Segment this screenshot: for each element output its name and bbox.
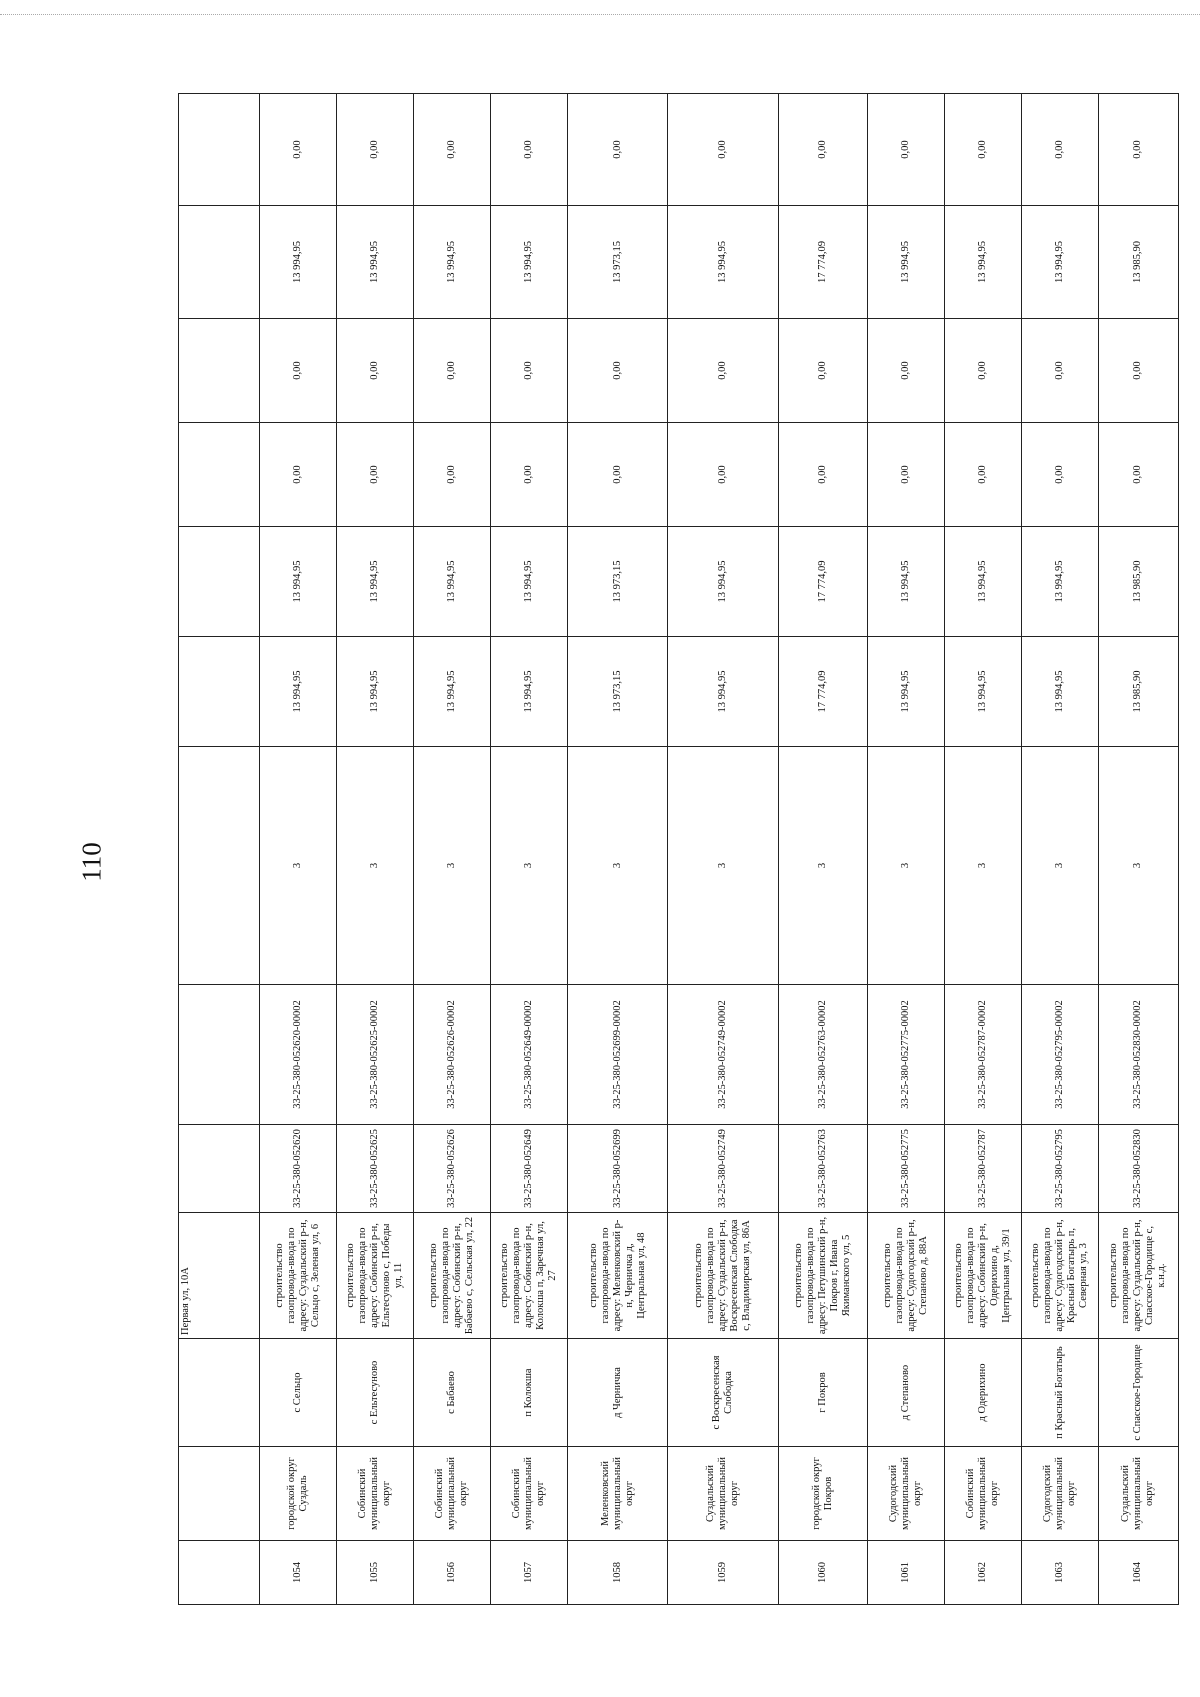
- header-cell-amount-due: [179, 206, 260, 319]
- cell-settlement: с Бабаево: [414, 1339, 491, 1447]
- cell-settlement: д Черничка: [568, 1339, 668, 1447]
- table-row: [491, 94, 568, 1605]
- header-cell-amount-b: [179, 319, 260, 423]
- cell-description: строительство газопровода-ввода по адресу: Петушинский р-н, Покров г, Ивана Якиманского ул, 5: [778, 1213, 867, 1339]
- cell-amount-planned: 13 973,15: [568, 527, 668, 637]
- cell-cadastral-number: 33-25-380-052787: [944, 1125, 1021, 1213]
- cell-district: Судогодский муниципальный округ: [867, 1447, 944, 1541]
- cell-amount-a: 0,00: [337, 423, 414, 527]
- cell-row-number: 1060: [778, 1541, 867, 1605]
- cell-amount-due: 17 774,09: [778, 206, 867, 319]
- cell-settlement: с Спасское-Городище: [1098, 1339, 1178, 1447]
- cell-amount-a: 0,00: [491, 423, 568, 527]
- cell-quantity: 3: [337, 747, 414, 985]
- cell-row-number: 1059: [668, 1541, 779, 1605]
- cell-amount-balance: 0,00: [491, 94, 568, 206]
- cell-amount-due: 13 973,15: [568, 206, 668, 319]
- cell-object-id: 33-25-380-052625-00002: [337, 985, 414, 1125]
- cell-amount-total: 13 994,95: [668, 637, 779, 747]
- cell-description: строительство газопровода-ввода по адресу: Суздальский р-н, Сельцо с, Зеленая ул, 6: [260, 1213, 337, 1339]
- cell-district: Собинский муниципальный округ: [337, 1447, 414, 1541]
- header-cell-amount-a: [179, 423, 260, 527]
- cell-amount-total: 13 994,95: [944, 637, 1021, 747]
- cell-row-number: 1054: [260, 1541, 337, 1605]
- cell-district: Меленковский муниципальный округ: [568, 1447, 668, 1541]
- table-row: [1021, 94, 1098, 1605]
- cell-amount-due: 13 994,95: [260, 206, 337, 319]
- cell-cadastral-number: 33-25-380-052649: [491, 1125, 568, 1213]
- cell-object-id: 33-25-380-052787-00002: [944, 985, 1021, 1125]
- cell-amount-balance: 0,00: [568, 94, 668, 206]
- cell-description: строительство газопровода-ввода по адресу: Меленковский р-н, Черничка д, Центральная ул, 48: [568, 1213, 668, 1339]
- cell-amount-total: 13 994,95: [867, 637, 944, 747]
- table-row: [778, 94, 867, 1605]
- page-number: 110: [76, 842, 107, 882]
- cell-amount-planned: 17 774,09: [778, 527, 867, 637]
- cell-amount-balance: 0,00: [337, 94, 414, 206]
- cell-object-id: 33-25-380-052620-00002: [260, 985, 337, 1125]
- cell-district: городской округ Покров: [778, 1447, 867, 1541]
- cell-row-number: 1064: [1098, 1541, 1178, 1605]
- cell-amount-planned: 13 994,95: [337, 527, 414, 637]
- cell-amount-planned: 13 985,90: [1098, 527, 1178, 637]
- cell-row-number: 1057: [491, 1541, 568, 1605]
- cell-amount-balance: 0,00: [668, 94, 779, 206]
- cell-row-number: 1061: [867, 1541, 944, 1605]
- cell-amount-b: 0,00: [668, 319, 779, 423]
- cell-amount-balance: 0,00: [414, 94, 491, 206]
- cell-row-number: 1062: [944, 1541, 1021, 1605]
- cell-district: Суздальский муниципальный округ: [1098, 1447, 1178, 1541]
- cell-cadastral-number: 33-25-380-052749: [668, 1125, 779, 1213]
- cell-amount-a: 0,00: [260, 423, 337, 527]
- cell-amount-due: 13 994,95: [337, 206, 414, 319]
- cell-description: строительство газопровода-ввода по адресу: Собинский р-н, Бабаево с, Сельская ул, 22: [414, 1213, 491, 1339]
- cell-amount-balance: 0,00: [1098, 94, 1178, 206]
- cell-amount-b: 0,00: [1021, 319, 1098, 423]
- cell-amount-b: 0,00: [337, 319, 414, 423]
- cell-amount-balance: 0,00: [867, 94, 944, 206]
- cell-cadastral-number: 33-25-380-052620: [260, 1125, 337, 1213]
- cell-amount-planned: 13 994,95: [491, 527, 568, 637]
- cell-cadastral-number: 33-25-380-052699: [568, 1125, 668, 1213]
- cell-amount-due: 13 994,95: [414, 206, 491, 319]
- cell-amount-total: 13 994,95: [491, 637, 568, 747]
- cell-amount-balance: 0,00: [778, 94, 867, 206]
- data-table: [178, 93, 1179, 1605]
- cell-amount-due: 13 994,95: [491, 206, 568, 319]
- header-cell-object-id: [179, 985, 260, 1125]
- cell-settlement: д Степаново: [867, 1339, 944, 1447]
- cell-description: строительство газопровода-ввода по адресу: Собинский р-н, Ельтесуново с, Победы ул, 11: [337, 1213, 414, 1339]
- cell-description: строительство газопровода-ввода по адресу: Судогодский р-н, Степаново д, 88А: [867, 1213, 944, 1339]
- cell-quantity: 3: [260, 747, 337, 985]
- table-header-row: [179, 94, 260, 1605]
- table-row: [867, 94, 944, 1605]
- cell-amount-total: 13 994,95: [260, 637, 337, 747]
- cell-quantity: 3: [867, 747, 944, 985]
- cell-amount-a: 0,00: [414, 423, 491, 527]
- cell-district: Собинский муниципальный округ: [944, 1447, 1021, 1541]
- cell-amount-due: 13 994,95: [867, 206, 944, 319]
- cell-district: Собинский муниципальный округ: [414, 1447, 491, 1541]
- table-row: [568, 94, 668, 1605]
- cell-district: городской округ Суздаль: [260, 1447, 337, 1541]
- cell-quantity: 3: [778, 747, 867, 985]
- cell-settlement: с Сельцо: [260, 1339, 337, 1447]
- cell-amount-total: 13 973,15: [568, 637, 668, 747]
- table-row: [944, 94, 1021, 1605]
- cell-amount-a: 0,00: [867, 423, 944, 527]
- cell-amount-total: 13 994,95: [1021, 637, 1098, 747]
- cell-quantity: 3: [668, 747, 779, 985]
- cell-district: Судогодский муниципальный округ: [1021, 1447, 1098, 1541]
- cell-amount-planned: 13 994,95: [1021, 527, 1098, 637]
- cell-cadastral-number: 33-25-380-052625: [337, 1125, 414, 1213]
- cell-description: строительство газопровода-ввода по адресу: Собинский р-н, Одерихино д, Центральная ул, 39/1: [944, 1213, 1021, 1339]
- table-row: [260, 94, 337, 1605]
- cell-amount-a: 0,00: [944, 423, 1021, 527]
- cell-settlement: г Покров: [778, 1339, 867, 1447]
- cell-quantity: 3: [414, 747, 491, 985]
- header-cell-quantity: [179, 747, 260, 985]
- cell-amount-planned: 13 994,95: [944, 527, 1021, 637]
- table-container: [178, 94, 1179, 1605]
- cell-amount-b: 0,00: [944, 319, 1021, 423]
- cell-quantity: 3: [1098, 747, 1178, 985]
- cell-amount-b: 0,00: [568, 319, 668, 423]
- cell-amount-balance: 0,00: [1021, 94, 1098, 206]
- cell-amount-due: 13 994,95: [1021, 206, 1098, 319]
- cell-amount-total: 17 774,09: [778, 637, 867, 747]
- header-cell-district: [179, 1447, 260, 1541]
- cell-cadastral-number: 33-25-380-052626: [414, 1125, 491, 1213]
- cell-quantity: 3: [491, 747, 568, 985]
- header-cell-amount-balance: [179, 94, 260, 206]
- cell-row-number: 1063: [1021, 1541, 1098, 1605]
- cell-object-id: 33-25-380-052749-00002: [668, 985, 779, 1125]
- cell-amount-b: 0,00: [491, 319, 568, 423]
- cell-row-number: 1055: [337, 1541, 414, 1605]
- cell-settlement: п Красный Богатырь: [1021, 1339, 1098, 1447]
- cell-object-id: 33-25-380-052775-00002: [867, 985, 944, 1125]
- cell-amount-balance: 0,00: [944, 94, 1021, 206]
- cell-quantity: 3: [944, 747, 1021, 985]
- cell-object-id: 33-25-380-052649-00002: [491, 985, 568, 1125]
- header-cell-description: Первая ул, 10А: [179, 1213, 260, 1339]
- cell-amount-balance: 0,00: [260, 94, 337, 206]
- cell-amount-b: 0,00: [260, 319, 337, 423]
- cell-amount-planned: 13 994,95: [414, 527, 491, 637]
- cell-amount-b: 0,00: [867, 319, 944, 423]
- cell-amount-a: 0,00: [1098, 423, 1178, 527]
- cell-object-id: 33-25-380-052763-00002: [778, 985, 867, 1125]
- cell-cadastral-number: 33-25-380-052830: [1098, 1125, 1178, 1213]
- cell-amount-total: 13 994,95: [414, 637, 491, 747]
- cell-amount-b: 0,00: [778, 319, 867, 423]
- cell-object-id: 33-25-380-052699-00002: [568, 985, 668, 1125]
- cell-district: Суздальский муниципальный округ: [668, 1447, 779, 1541]
- cell-object-id: 33-25-380-052795-00002: [1021, 985, 1098, 1125]
- cell-cadastral-number: 33-25-380-052763: [778, 1125, 867, 1213]
- scan-edge-line: [0, 14, 1200, 15]
- cell-description: строительство газопровода-ввода по адресу: Суздальский р-н, Воскресенская Слободка с, Владимирская ул, 86А: [668, 1213, 779, 1339]
- cell-row-number: 1056: [414, 1541, 491, 1605]
- cell-amount-planned: 13 994,95: [668, 527, 779, 637]
- cell-row-number: 1058: [568, 1541, 668, 1605]
- cell-cadastral-number: 33-25-380-052775: [867, 1125, 944, 1213]
- cell-settlement: с Ельтесуново: [337, 1339, 414, 1447]
- cell-amount-a: 0,00: [1021, 423, 1098, 527]
- cell-amount-a: 0,00: [778, 423, 867, 527]
- cell-cadastral-number: 33-25-380-052795: [1021, 1125, 1098, 1213]
- cell-amount-due: 13 994,95: [668, 206, 779, 319]
- table-row: [668, 94, 779, 1605]
- cell-object-id: 33-25-380-052626-00002: [414, 985, 491, 1125]
- table-row: [337, 94, 414, 1605]
- cell-district: Собинский муниципальный округ: [491, 1447, 568, 1541]
- header-cell-cadastral-number: [179, 1125, 260, 1213]
- cell-description: строительство газопровода-ввода по адресу: Собинский р-н, Колокша п, Заречная ул, 27: [491, 1213, 568, 1339]
- header-cell-settlement: [179, 1339, 260, 1447]
- cell-amount-b: 0,00: [1098, 319, 1178, 423]
- cell-amount-total: 13 994,95: [337, 637, 414, 747]
- cell-amount-planned: 13 994,95: [260, 527, 337, 637]
- table-row: [414, 94, 491, 1605]
- cell-quantity: 3: [568, 747, 668, 985]
- cell-amount-due: 13 994,95: [944, 206, 1021, 319]
- cell-settlement: п Колокша: [491, 1339, 568, 1447]
- header-cell-amount-planned: [179, 527, 260, 637]
- cell-description: строительство газопровода-ввода по адресу: Судогодский р-н, Красный Богатырь п, Северная ул, 3: [1021, 1213, 1098, 1339]
- cell-amount-due: 13 985,90: [1098, 206, 1178, 319]
- cell-settlement: с Воскресенская Слободка: [668, 1339, 779, 1447]
- cell-settlement: д Одерихино: [944, 1339, 1021, 1447]
- cell-amount-a: 0,00: [568, 423, 668, 527]
- cell-object-id: 33-25-380-052830-00002: [1098, 985, 1178, 1125]
- cell-amount-a: 0,00: [668, 423, 779, 527]
- header-cell-row-number: [179, 1541, 260, 1605]
- cell-amount-total: 13 985,90: [1098, 637, 1178, 747]
- cell-amount-b: 0,00: [414, 319, 491, 423]
- cell-amount-planned: 13 994,95: [867, 527, 944, 637]
- header-cell-amount-total: [179, 637, 260, 747]
- cell-description: строительство газопровода-ввода по адресу: Суздальский р-н, Спасское-Городище с, к.н.д.: [1098, 1213, 1178, 1339]
- table-row: [1098, 94, 1178, 1605]
- table-body: [179, 94, 1179, 1605]
- cell-quantity: 3: [1021, 747, 1098, 985]
